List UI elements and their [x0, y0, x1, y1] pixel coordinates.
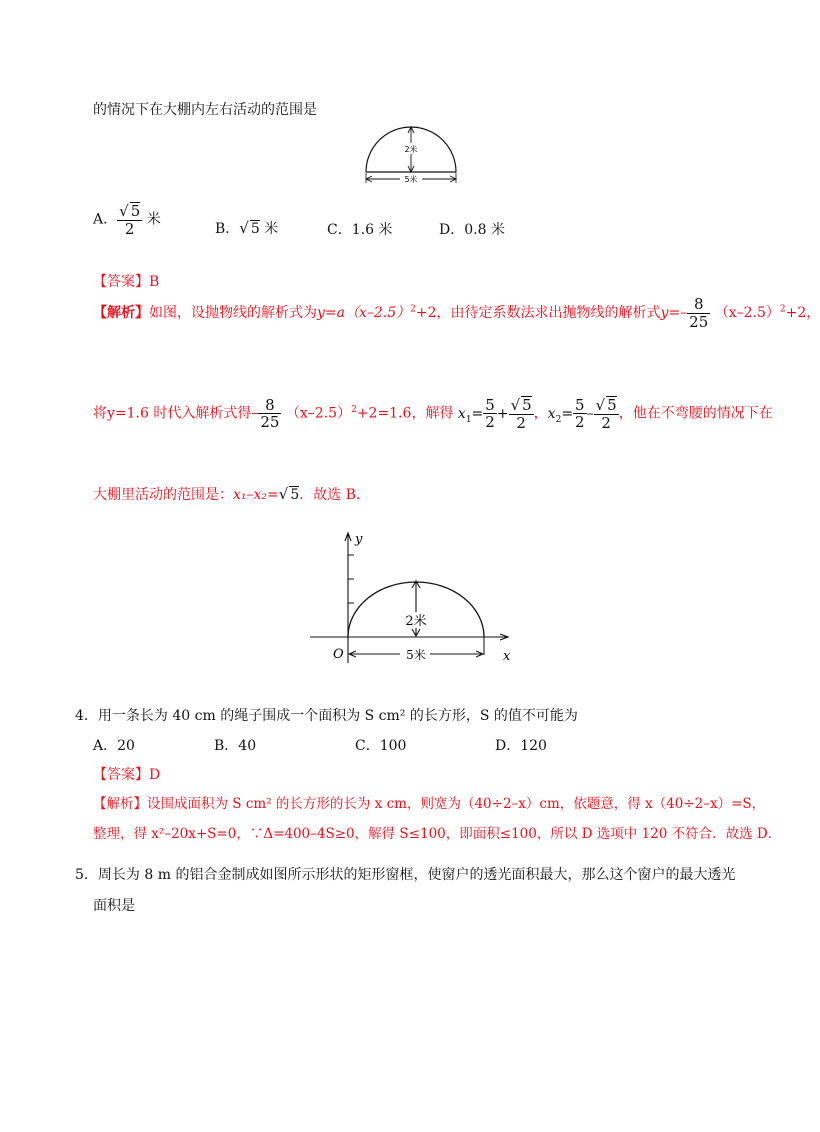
q3-option-b: B．√ 5 米: [215, 219, 279, 237]
small-width-label: 5米: [404, 175, 418, 184]
q4-option-d: D．120: [495, 738, 547, 754]
q3-answer: 【答案】B: [93, 274, 160, 290]
q3-stem-tail: 的情况下在大棚内左右活动的范围是: [93, 102, 317, 118]
height-label: 2米: [405, 614, 427, 629]
q3-analysis-line3: 大棚里活动的范围是：x₁–x₂=√ 5．故选 B．: [93, 485, 370, 503]
q4-option-a: A．20: [93, 738, 135, 754]
q3-small-figure: [360, 120, 464, 184]
q4-option-b: B．40: [214, 738, 257, 754]
q4-option-c: C．100: [355, 738, 407, 754]
q4-stem: 4．用一条长为 40 cm 的绳子围成一个面积为 S cm² 的长方形，S 的值不可能为: [75, 708, 578, 724]
width-label: 5米: [406, 648, 426, 662]
small-height-label: 2米: [404, 145, 418, 154]
q3-option-a: A． $\frac{√ 5}{2}$ 米: [93, 202, 161, 238]
y-label: y: [355, 532, 363, 547]
q4-analysis-line1: 【解析】设围成面积为 S cm² 的长方形的长为 x cm，则宽为（40÷2–x）cm，依题意，得 x（40÷2–x）=S，: [93, 796, 766, 812]
q4-analysis-line2: 整理，得 x²–20x+S=0，∵Δ=400–4S≥0，解得 S≤100，即面积≤100，所以 D 选项中 120 不符合．故选 D．: [93, 826, 782, 842]
q3-analysis-line2: 将y=1.6 时代入解析式得– $\frac{8}{25}$ $(x-2.5)^2+2=1.6$，解得 $x_1=$ $\frac{5}{2}$ + $\frac{√ 5}{2}$ ，$x_2=$ $\frac{5}{2}$ – $\frac{√ 5}{2}$ ，他在不弯腰的情况下在: [93, 395, 773, 432]
x-label: x: [503, 649, 511, 664]
q3-large-figure: [300, 525, 520, 670]
q3-option-c: C．1.6 米: [327, 222, 393, 238]
q5-stem-line2: 面积是: [93, 898, 135, 914]
q4-answer: 【答案】D: [93, 767, 161, 783]
q3-option-d: D．0.8 米: [439, 222, 505, 238]
q3-analysis-line1: 【解析】如图，设抛物线的解析式为$y=a(x-2.5)^2+2$，由待定系数法求出抛物线的解析式y=– $\frac{8}{25}$ $(x-2.5)^2+2$，: [93, 295, 820, 331]
q5-stem-line1: 5．周长为 8 m 的铝合金制成如图所示形状的矩形窗框，使窗户的透光面积最大，那么这个窗户的最大透光: [75, 867, 736, 883]
origin-label: O: [333, 647, 344, 662]
